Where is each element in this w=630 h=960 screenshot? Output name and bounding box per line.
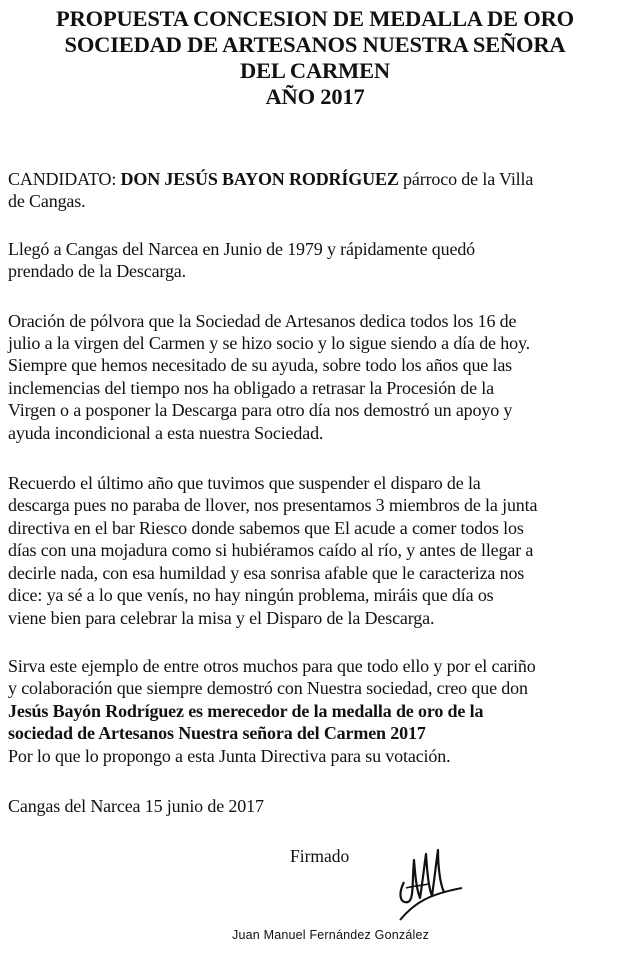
candidate-role: párroco de la Villa xyxy=(398,169,534,189)
text-line: viene bien para celebrar la misa y el Disparo de la Descarga. xyxy=(8,607,435,628)
candidate-paragraph xyxy=(8,168,630,213)
text-line: descarga pues no paraba de llover, nos presentamos 3 miembros de la junta xyxy=(8,495,538,516)
title-line-3: DEL CARMEN xyxy=(240,58,390,83)
proposal-bold-line: Jesús Bayón Rodríguez es merecedor de la medalla de oro de la xyxy=(8,700,484,721)
text-line: Llegó a Cangas del Narcea en Junio de 1979 y rápidamente quedó xyxy=(8,238,476,259)
signature-image xyxy=(370,842,470,922)
text-line: Por lo que lo propongo a esta Junta Directiva para su votación. xyxy=(8,745,451,766)
candidate-line-2: de Cangas. xyxy=(8,191,86,212)
title-line-1: PROPUESTA CONCESION DE MEDALLA DE ORO xyxy=(56,6,574,31)
arrival-paragraph xyxy=(8,238,630,283)
text-line: Virgen o a posponer la Descarga para otro día nos demostró un apoyo y xyxy=(8,400,513,421)
anecdote-paragraph xyxy=(8,472,630,629)
candidate-label: CANDIDATO: xyxy=(8,169,121,189)
text-line: Recuerdo el último año que tuvimos que suspender el disparo de la xyxy=(8,473,481,494)
text-line: dice: ya sé a lo que venís, no hay ningún problema, miráis que día os xyxy=(8,585,494,606)
text-line: inclemencias del tiempo nos ha obligado a retrasar la Procesión de la xyxy=(8,377,494,398)
proposal-paragraph xyxy=(8,655,630,767)
text-line: días con una mojadura como si hubiéramos caído al río, y antes de llegar a xyxy=(8,540,534,561)
text-line: Sirva este ejemplo de entre otros muchos para que todo ello y por el cariño xyxy=(8,655,536,676)
signer-name: Juan Manuel Fernández González xyxy=(232,928,430,942)
document-title xyxy=(0,6,630,110)
text-line: directiva en el bar Riesco donde sabemos que El acude a comer todos los xyxy=(8,517,524,538)
place-date: Cangas del Narcea 15 junio de 2017 xyxy=(8,795,264,816)
title-line-4: AÑO 2017 xyxy=(265,84,365,109)
text-line: decirle nada, con esa humildad y esa sonrisa afable que le caracteriza nos xyxy=(8,562,525,583)
proposal-bold-line: sociedad de Artesanos Nuestra señora del Carmen 2017 xyxy=(8,723,426,744)
text-line: prendado de la Descarga. xyxy=(8,261,186,282)
text-line: Siempre que hemos necesitado de su ayuda, sobre todo los años que las xyxy=(8,355,513,376)
text-line: y colaboración que siempre demostró con Nuestra sociedad, creo que don xyxy=(8,678,528,699)
candidate-name: DON JESÚS BAYON RODRÍGUEZ xyxy=(120,169,399,189)
title-line-2: SOCIEDAD DE ARTESANOS NUESTRA SEÑORA xyxy=(64,32,566,57)
text-line: Oración de pólvora que la Sociedad de Artesanos dedica todos los 16 de xyxy=(8,310,517,331)
signed-label: Firmado xyxy=(290,846,350,866)
document-body xyxy=(8,168,630,817)
text-line: ayuda incondicional a esta nuestra Sociedad. xyxy=(8,422,324,443)
prayer-paragraph xyxy=(8,310,630,444)
text-line: julio a la virgen del Carmen y se hizo socio y lo sigue siendo a día de hoy. xyxy=(8,333,530,354)
